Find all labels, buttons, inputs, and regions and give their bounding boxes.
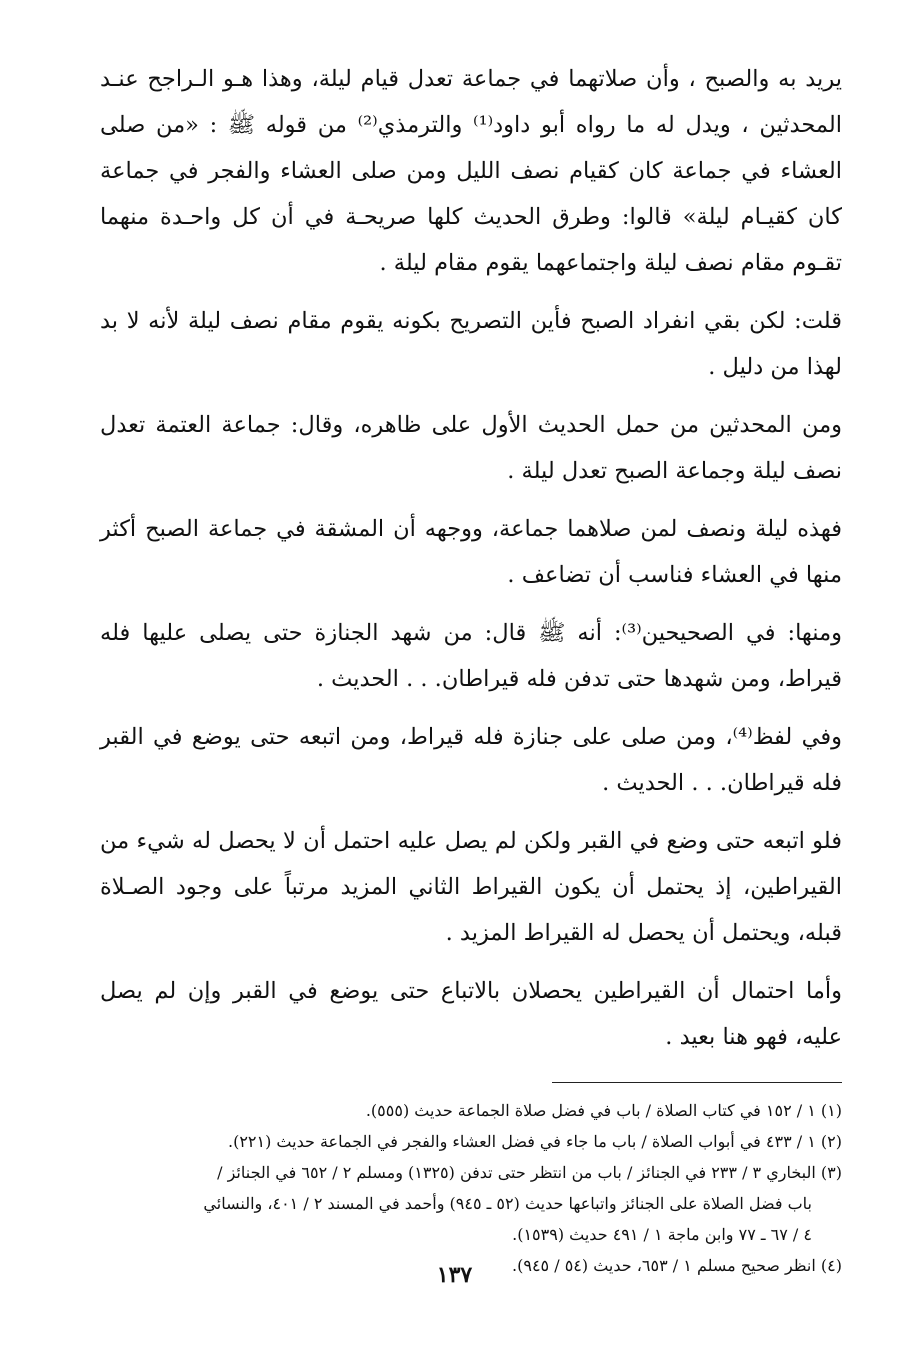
footnote-4: (٤) انظر صحيح مسلم ١ / ٦٥٣، حديث (٥٤ / ٩٤٥). (512, 1256, 842, 1275)
paragraph-2: قلت: لكن بقي انفراد الصبح فأين التصريح بكونه يقوم مقام نصف ليلة لأنه لا بد لهذا من دليل . (100, 308, 842, 380)
paragraph-5: ومنها: في الصحيحين⁽³⁾: أنه ﷺ قال: من شهد الجنازة حتى يصلى عليها فله قيراط، ومن شهدها حتى تدفن فله قيراطان. . . الحديث . (100, 620, 843, 692)
paragraph-3: ومن المحدثين من حمل الحديث الأول على ظاهره، وقال: جماعة العتمة تعدل نصف ليلة وجماعة الصبح تعدل ليلة . (100, 412, 842, 484)
footnote-3-continued: باب فضل الصلاة على الجنائز واتباعها حديث (٥٢ ـ ٩٤٥) وأحمد في المسند ٢ / ٤٠١، والنسائي (203, 1194, 812, 1213)
paragraph-7: فلو اتبعه حتى وضع في القبر ولكن لم يصل عليه احتمل أن لا يحصل له شيء من القيراطين، إذ يحتمل أن يكون القيراط الثاني المزيد مرتباً على وجود الصـلاة قبله، ويحتمل أن يحصل له القيراط المزيد . (100, 828, 842, 946)
footnote-divider (552, 1082, 842, 1083)
footnote-3-continued-2: ٤ / ٦٧ ـ ٧٧ وابن ماجة ١ / ٤٩١ حديث (١٥٣٩). (512, 1225, 812, 1244)
footnote-3: (٣) البخاري ٣ / ٢٣٣ في الجنائز / باب من انتظر حتى تدفن (١٣٢٥) ومسلم ٢ / ٦٥٢ في الجنائز / (217, 1163, 842, 1182)
footnote-2: (٢) ١ / ٤٣٣ في أبواب الصلاة / باب ما جاء في فضل العشاء والفجر في الجماعة حديث (٢٢١). (227, 1132, 842, 1151)
footnotes (100, 1095, 842, 1281)
page-body (100, 56, 842, 1281)
paragraph-6: وفي لفظ⁽⁴⁾، ومن صلى على جنازة فله قيراط، ومن اتبعه حتى يوضع في القبر فله قيراطان. . . الحديث . (100, 724, 842, 796)
page-number: ١٣٧ (436, 1262, 473, 1288)
paragraph-4: فهذه ليلة ونصف لمن صلاهما جماعة، ووجهه أن المشقة في جماعة الصبح أكثر منها في العشاء فناسب أن تضاعف . (100, 516, 842, 588)
footnote-1: (١) ١ / ١٥٢ في كتاب الصلاة / باب في فضل صلاة الجماعة حديث (٥٥٥). (365, 1101, 842, 1120)
paragraph-8: وأما احتمال أن القيراطين يحصلان بالاتباع حتى يوضع في القبر وإن لم يصل عليه، فهو هنا بعيد . (100, 978, 842, 1050)
footnote-divider-wrap (100, 1082, 842, 1083)
paragraph-1: يريد به والصبح ، وأن صلاتهما في جماعة تعدل قيام ليلة، وهذا هـو الـراجح عنـد المحدثين ، ويدل له ما رواه أبو داود⁽¹⁾ والترمذي⁽²⁾ من قوله ﷺ : «من صلى العشاء في جماعة كان كقيام نصف الليل ومن صلى العشاء والفجر في جماعة كان كقيـام ليلة» قالوا: وطرق الحديث كلها صريحـة في أن كل واحـدة منهما تقـوم مقام نصف ليلة واجتماعهما يقوم مقام ليلة . (100, 66, 842, 276)
